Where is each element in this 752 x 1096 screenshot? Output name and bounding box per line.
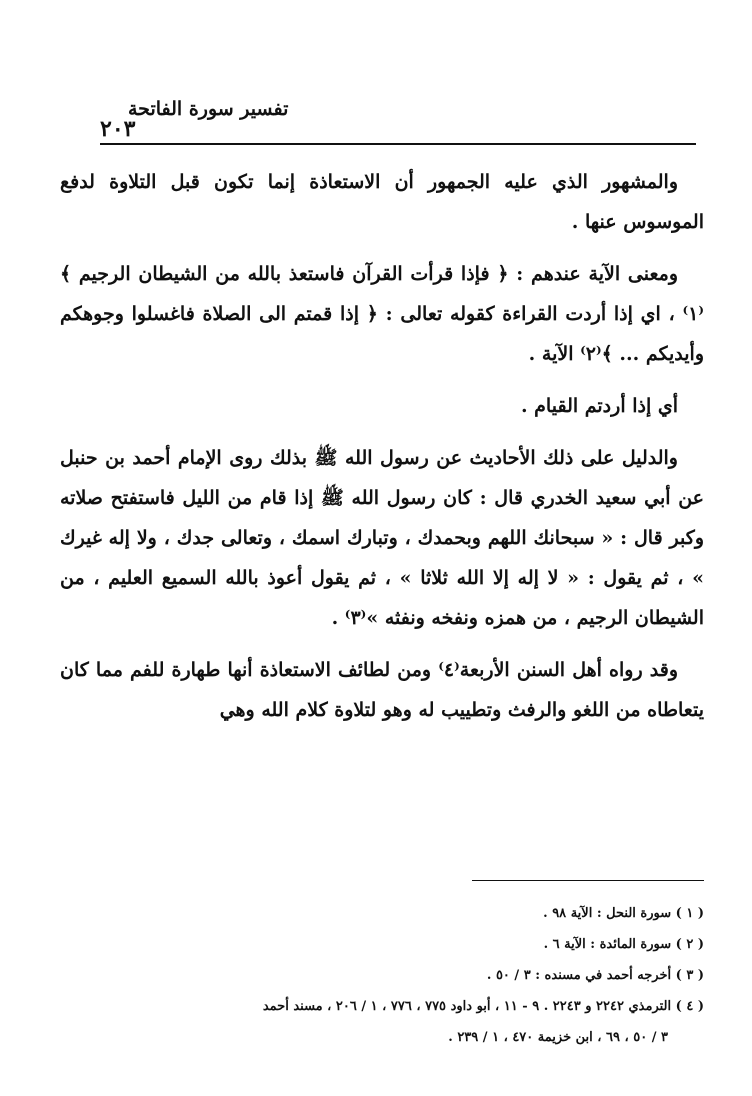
header-rule <box>100 143 696 145</box>
footnote: ( ٣ ) أخرجه أحمد في مسنده : ٣ / ٥٠ . <box>486 968 704 983</box>
footnote: ( ١ ) سورة النحل : الآية ٩٨ . <box>543 906 704 921</box>
page-header <box>100 96 696 140</box>
paragraph: أي إذا أردتم القيام . <box>520 395 678 417</box>
footnote-rule <box>472 880 704 881</box>
footnote-continuation: ٣ / ٥٠ ، ٦٩ ، ابن خزيمة ٤٧٠ ، ١ / ٢٣٩ . <box>448 1030 668 1045</box>
running-title: تفسير سورة الفاتحة <box>128 98 289 120</box>
footnote: ( ٢ ) سورة المائدة : الآية ٦ . <box>543 937 704 952</box>
paragraph: وقد رواه أهل السنن الأربعة⁽٤⁾ ومن لطائف الاستعاذة أنها طهارة للفم مما كان يتعاطاه من اللغو والرفث وتطييب له وهو لتلاوة كلام الله وهي <box>60 659 704 721</box>
footnotes <box>100 898 704 1053</box>
body-text <box>60 162 704 742</box>
paragraph: ومعنى الآية عندهم : ﴿ فإذا قرأت القرآن فاستعذ بالله من الشيطان الرجيم ﴾⁽١⁾ ، اي إذا أردت القراءة كقوله تعالى : ﴿ إذا قمتم الى الصلاة فاغسلوا وجوهكم وأيديكم ... ﴾⁽٢⁾ الآية . <box>60 263 704 365</box>
paragraph: والدليل على ذلك الأحاديث عن رسول الله ﷺ بذلك روى الإمام أحمد بن حنبل عن أبي سعيد الخدري قال : كان رسول الله ﷺ إذا قام من الليل فاستفتح صلاته وكبر قال : « سبحانك اللهم وبحمدك ، وتبارك اسمك ، وتعالى جدك ، ولا إله غيرك » ، ثم يقول : « لا إله إلا الله ثلاثا » ، ثم يقول أعوذ بالله السميع العليم ، من الشيطان الرجيم ، من همزه ونفخه ونفثه »⁽٣⁾ . <box>60 447 704 629</box>
page-number: ٢٠٣ <box>100 116 136 142</box>
paragraph: والمشهور الذي عليه الجمهور أن الاستعاذة إنما تكون قبل التلاوة لدفع الموسوس عنها . <box>60 171 704 233</box>
footnote: ( ٤ ) الترمذي ٢٢٤٢ و ٢٢٤٣ . ٩ - ١١ ، أبو داود ٧٧٥ ، ٧٧٦ ، ١ / ٢٠٦ ، مسند أحمد <box>262 999 704 1014</box>
